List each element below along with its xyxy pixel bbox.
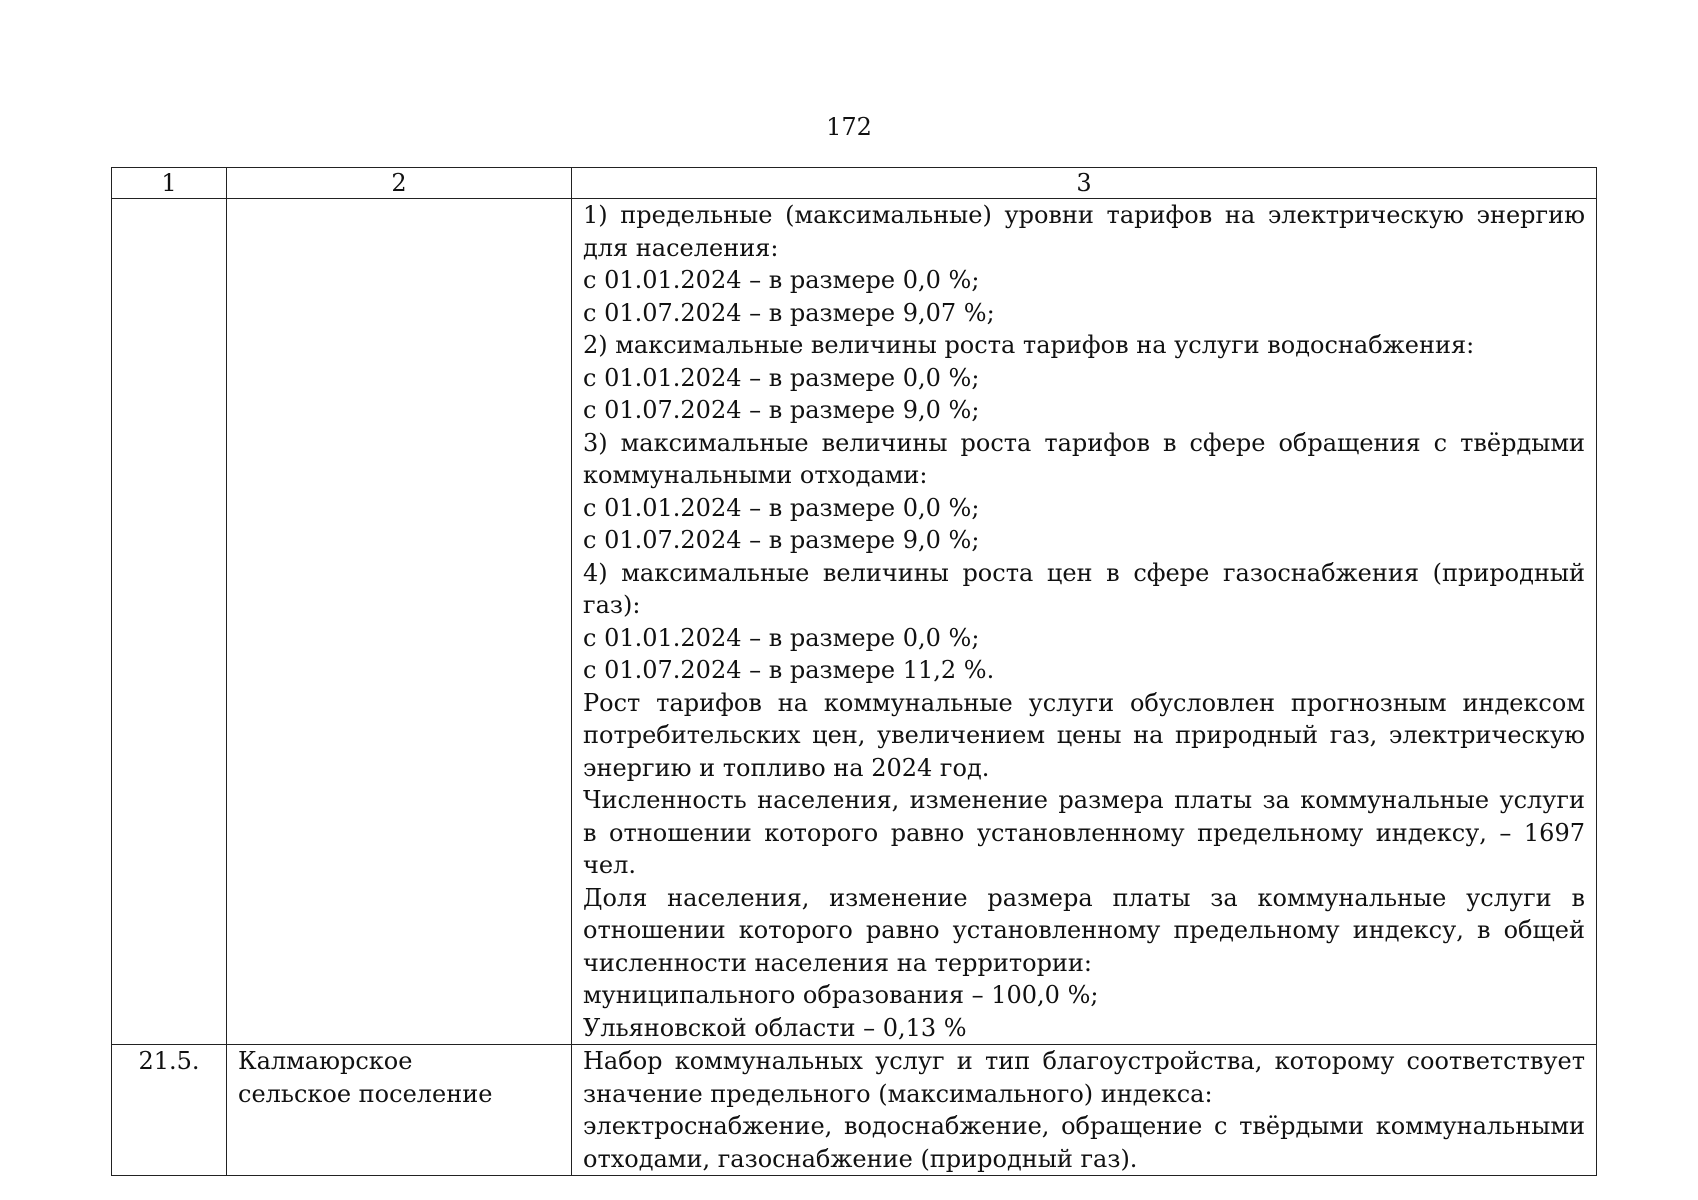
tariff-item-text: с 01.07.2024 – в размере 9,07 %;: [583, 298, 995, 327]
tariff-item-text: 2) максимальные величины роста тарифов на услуги водоснабжения:: [583, 331, 1475, 359]
settlement-name-cell: [227, 199, 572, 1045]
tariff-details-cell: [572, 1045, 1597, 1176]
tariff-item-text: Рост тарифов на коммунальные услуги обусловлен прогнозным индексом потребительских цен, увеличением цены на природный газ, электрическую энергию и топливо на 2024 год.: [583, 688, 1585, 782]
row-number-cell: 21.5.: [112, 1045, 227, 1176]
header-col-2: 2: [227, 168, 572, 199]
tariff-item-text: с 01.01.2024 – в размере 0,0 %;: [583, 493, 980, 522]
tariff-item-text: с 01.07.2024 – в размере 9,0 %;: [583, 396, 980, 424]
tariff-item-text: с 01.01.2024 – в размере 0,0 %;: [583, 623, 980, 652]
tariff-item-text: 3) максимальные величины роста тарифов в сфере обращения с твёрдыми коммунальными отходами:: [583, 428, 1585, 489]
settlement-name-line: сельское поселение: [238, 1079, 493, 1108]
tariff-item-text: Ульяновской области – 0,13 %: [583, 1013, 967, 1042]
tariff-item-text: с 01.07.2024 – в размере 9,0 %;: [583, 526, 980, 554]
tariff-item-text: Численность населения, изменение размера платы за коммунальные услуги в отношении которого равно установленному предельному индексу, – 1697 чел.: [583, 786, 1585, 879]
table-header-row: [112, 168, 1597, 199]
tariff-item-text: 4) максимальные величины роста цен в сфере газоснабжения (природный газ):: [583, 558, 1585, 619]
table-row: [112, 1045, 1597, 1176]
header-col-3: 3: [572, 168, 1597, 199]
page-number: 172: [826, 113, 872, 141]
tariff-item-text: 1) предельные (максимальные) уровни тарифов на электрическую энергию для населения:: [583, 201, 1585, 262]
tariff-item-text: с 01.01.2024 – в размере 0,0 %;: [583, 266, 980, 294]
tariff-item-text: с 01.01.2024 – в размере 0,0 %;: [583, 363, 980, 392]
tariff-table: [111, 167, 1597, 1176]
tariff-item-text: Доля населения, изменение размера платы за коммунальные услуги в отношении которого равно установленному предельному индексу, в общей численности населения на территории:: [583, 883, 1585, 977]
settlement-name-line: Калмаюрское: [238, 1047, 413, 1075]
tariff-item-text: электроснабжение, водоснабжение, обращение с твёрдыми коммунальными отходами, газоснабжение (природный газ).: [583, 1112, 1585, 1173]
tariff-item-text: муниципального образования – 100,0 %;: [583, 981, 1099, 1009]
tariff-item-text: с 01.07.2024 – в размере 11,2 %.: [583, 656, 995, 684]
header-col-1: 1: [112, 168, 227, 199]
table-row: [112, 199, 1597, 1045]
tariff-details-cell: [572, 199, 1597, 1045]
settlement-name-cell: [227, 1045, 572, 1176]
tariff-item-text: Набор коммунальных услуг и тип благоустройства, которому соответствует значение предельного (максимального) индекса:: [583, 1047, 1585, 1108]
row-number-cell: [112, 199, 227, 1045]
